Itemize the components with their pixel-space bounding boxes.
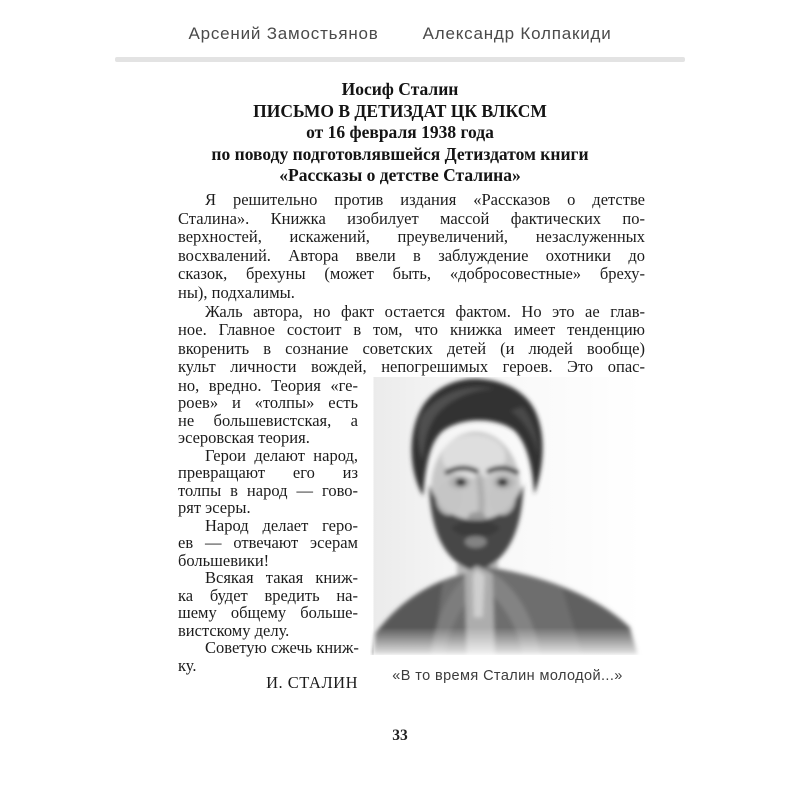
body-text-line: ку.: [178, 655, 197, 675]
body-text-line: вкоренить в сознание советских детей (и людей вообще): [178, 338, 645, 358]
body-text-line: Жаль автора, но факт остается фактом. Но это ае глав-: [205, 301, 645, 321]
signature: И. СТАЛИН: [266, 673, 358, 693]
photo-figure: [370, 377, 645, 684]
page-number: 33: [392, 727, 408, 744]
body-wrap-section: [178, 377, 645, 692]
header-divider: [115, 57, 685, 62]
body-text-line: ка будет вредить на-: [178, 585, 358, 605]
body-text-line: Всякая такая книж-: [205, 568, 358, 588]
letter-title-block: [0, 79, 800, 187]
body-text-line: культ личности вождей, непогрешимых героев. Это опас-: [178, 357, 645, 377]
body-text-line: ны), подхалимы.: [178, 282, 295, 302]
body-text-line: Сталина». Книжка изобилует массой фактических по-: [178, 208, 645, 228]
body-text-line: восхвалений. Автора ввели в заблуждение охотники до: [178, 245, 645, 265]
body-narrow-column: [178, 377, 358, 692]
body-text-line: Народ делает геро-: [205, 515, 358, 535]
body-text-line: верхностей, искажений, преувеличений, незаслуженных: [178, 227, 645, 247]
body-text-line: сказок, брехуны (может быть, «добросовестные» бреху-: [178, 264, 645, 284]
body-text-line: ное. Главное состоит в том, что книжка имеет тенденцию: [178, 320, 645, 340]
body-full-width-section: [178, 191, 645, 377]
body-text-line: эсеровская теория.: [178, 428, 310, 448]
body-text-line: превращают его из: [178, 463, 358, 483]
body-text-line: Советую сжечь книж-: [205, 638, 359, 658]
body-text-line: большевики!: [178, 550, 270, 570]
stalin-portrait-photo: [370, 377, 645, 655]
author-name-right: Александр Колпакиди: [422, 24, 612, 43]
title-book-line: «Рассказы о детстве Сталина»: [279, 165, 521, 186]
header-authors: [0, 0, 800, 44]
author-name-left: Арсений Замостьянов: [188, 24, 379, 43]
letter-body: [178, 191, 645, 692]
body-text-line: ев — отвечают эсерам: [178, 533, 358, 553]
body-text-line: толпы в народ — гово-: [178, 480, 358, 500]
body-text-line: вистскому делу.: [178, 620, 290, 640]
title-subject-line: по поводу подготовлявшейся Детиздатом книги: [211, 143, 589, 164]
body-text-line: не большевистская, а: [178, 410, 358, 430]
body-text-line: рят эсеры.: [178, 498, 251, 518]
body-text-line: Я решительно против издания «Рассказов о детстве: [205, 189, 645, 209]
body-text-line: Герои делают народ,: [205, 445, 358, 465]
photo-caption: «В то время Сталин молодой...»: [392, 667, 623, 684]
body-text-line: но, вредно. Теория «ге-: [178, 375, 358, 395]
title-author-line: Иосиф Сталин: [341, 79, 459, 99]
body-text-line: шему общему больше-: [178, 603, 358, 623]
body-text-line: роев» и «толпы» есть: [178, 393, 358, 413]
title-date-line: от 16 февраля 1938 года: [306, 122, 494, 143]
title-main-line: ПИСЬМО В ДЕТИЗДАТ ЦК ВЛКСМ: [253, 100, 547, 121]
